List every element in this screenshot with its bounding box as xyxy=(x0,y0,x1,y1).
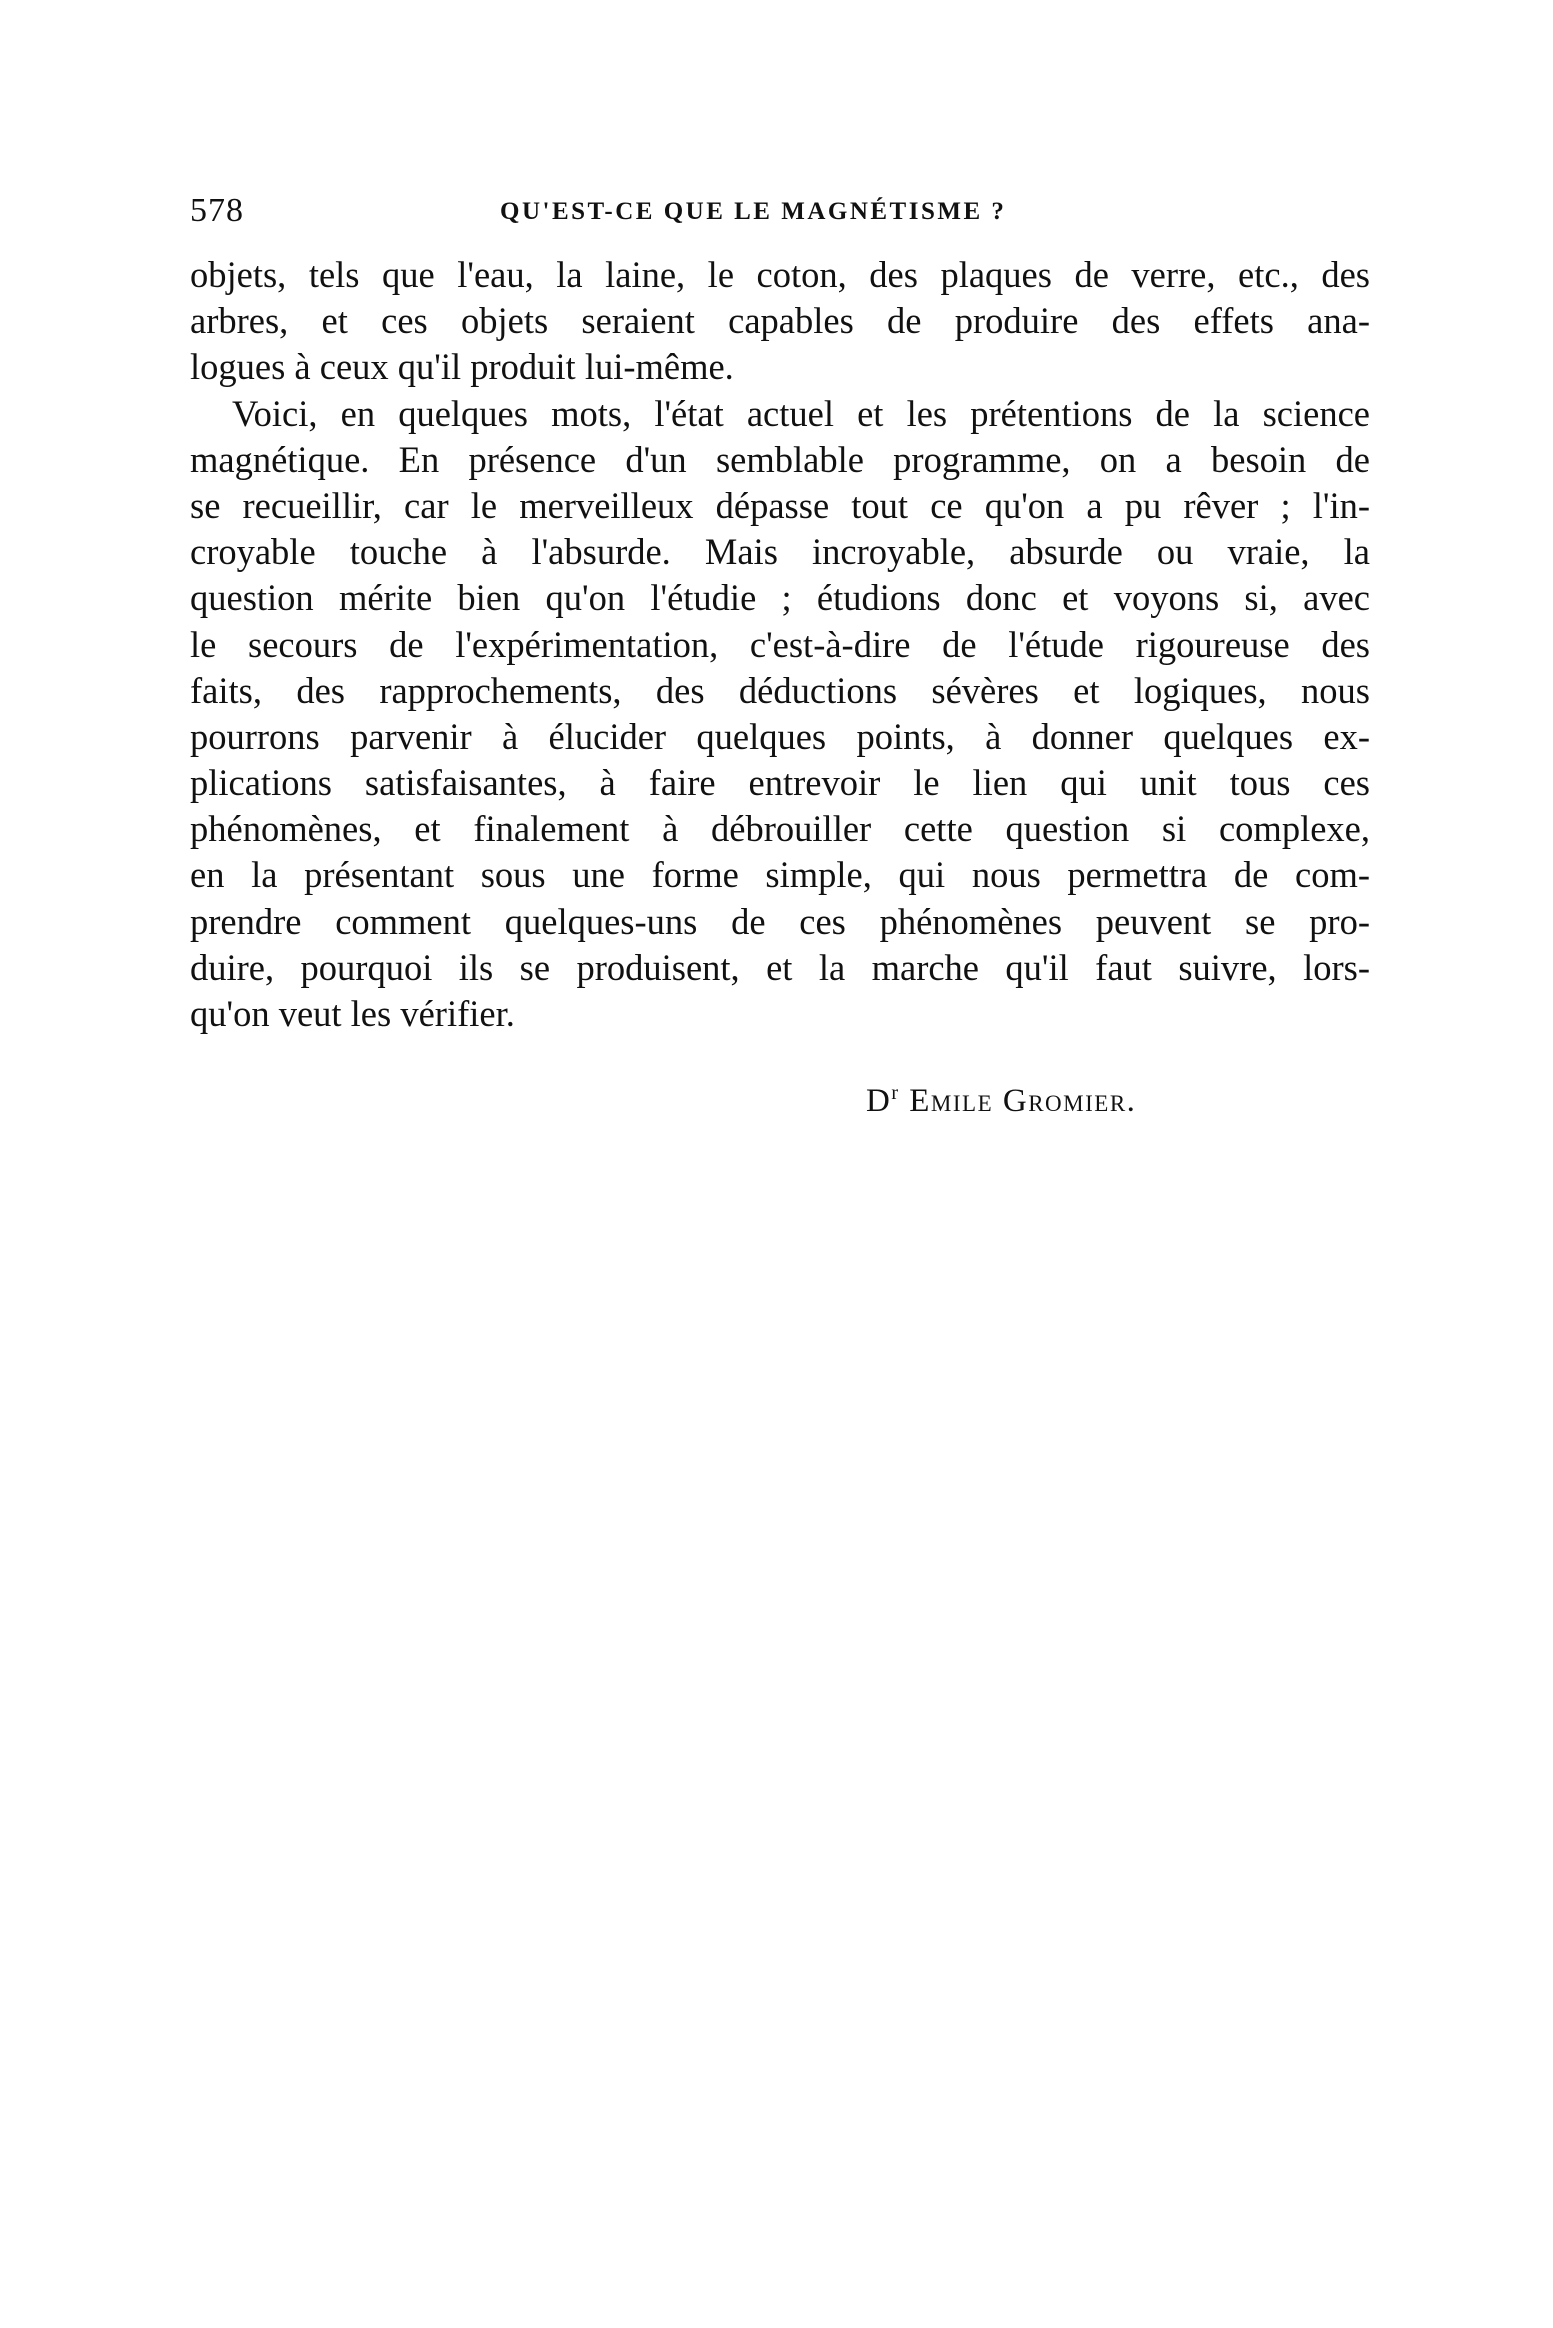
page-number: 578 xyxy=(190,192,244,229)
page-header xyxy=(190,192,1360,236)
body-text xyxy=(190,252,1370,1037)
text-line: objets, tels que l'eau, la laine, le coton, des plaques de verre, etc., des xyxy=(190,254,1370,295)
text-line: croyable touche à l'absurde. Mais incroyable, absurde ou vraie, la xyxy=(190,531,1370,573)
paragraph-1 xyxy=(190,252,1370,391)
author-signature xyxy=(866,1082,1136,1120)
text-line: plications satisfaisantes, à faire entrevoir le lien qui unit tous ces xyxy=(190,762,1370,804)
running-title: QU'EST-CE QUE LE MAGNÉTISME ? xyxy=(500,198,1007,225)
text-line: pourrons parvenir à élucider quelques points, à donner quelques ex- xyxy=(190,715,1370,757)
signature-name: Emile Gromier. xyxy=(909,1083,1137,1119)
text-line: faits, des rapprochements, des déductions sévères et logiques, nous xyxy=(190,669,1370,711)
paragraph-2 xyxy=(190,391,1370,1038)
signature-title-superscript: r xyxy=(891,1082,900,1104)
text-line: Voici, en quelques mots, l'état actuel et les prétentions de la science xyxy=(232,392,1370,434)
text-line: logues à ceux qu'il produit lui-même. xyxy=(190,346,734,388)
text-line: prendre comment quelques-uns de ces phénomènes peuvent se pro- xyxy=(190,900,1370,942)
text-line: se recueillir, car le merveilleux dépasse tout ce qu'on a pu rêver ; l'in- xyxy=(190,484,1370,526)
text-line: phénomènes, et finalement à débrouiller cette question si complexe, xyxy=(190,808,1370,850)
text-line: arbres, et ces objets seraient capables de produire des effets ana- xyxy=(190,300,1370,342)
text-line: question mérite bien qu'on l'étudie ; étudions donc et voyons si, avec xyxy=(190,577,1370,619)
signature-title: D xyxy=(866,1083,892,1119)
text-line: en la présentant sous une forme simple, qui nous permettra de com- xyxy=(190,854,1370,896)
text-line: duire, pourquoi ils se produisent, et la marche qu'il faut suivre, lors- xyxy=(190,946,1370,988)
text-line: magnétique. En présence d'un semblable programme, on a besoin de xyxy=(190,438,1370,480)
text-line: qu'on veut les vérifier. xyxy=(190,993,515,1034)
text-line: le secours de l'expérimentation, c'est-à-dire de l'étude rigoureuse des xyxy=(190,623,1370,665)
